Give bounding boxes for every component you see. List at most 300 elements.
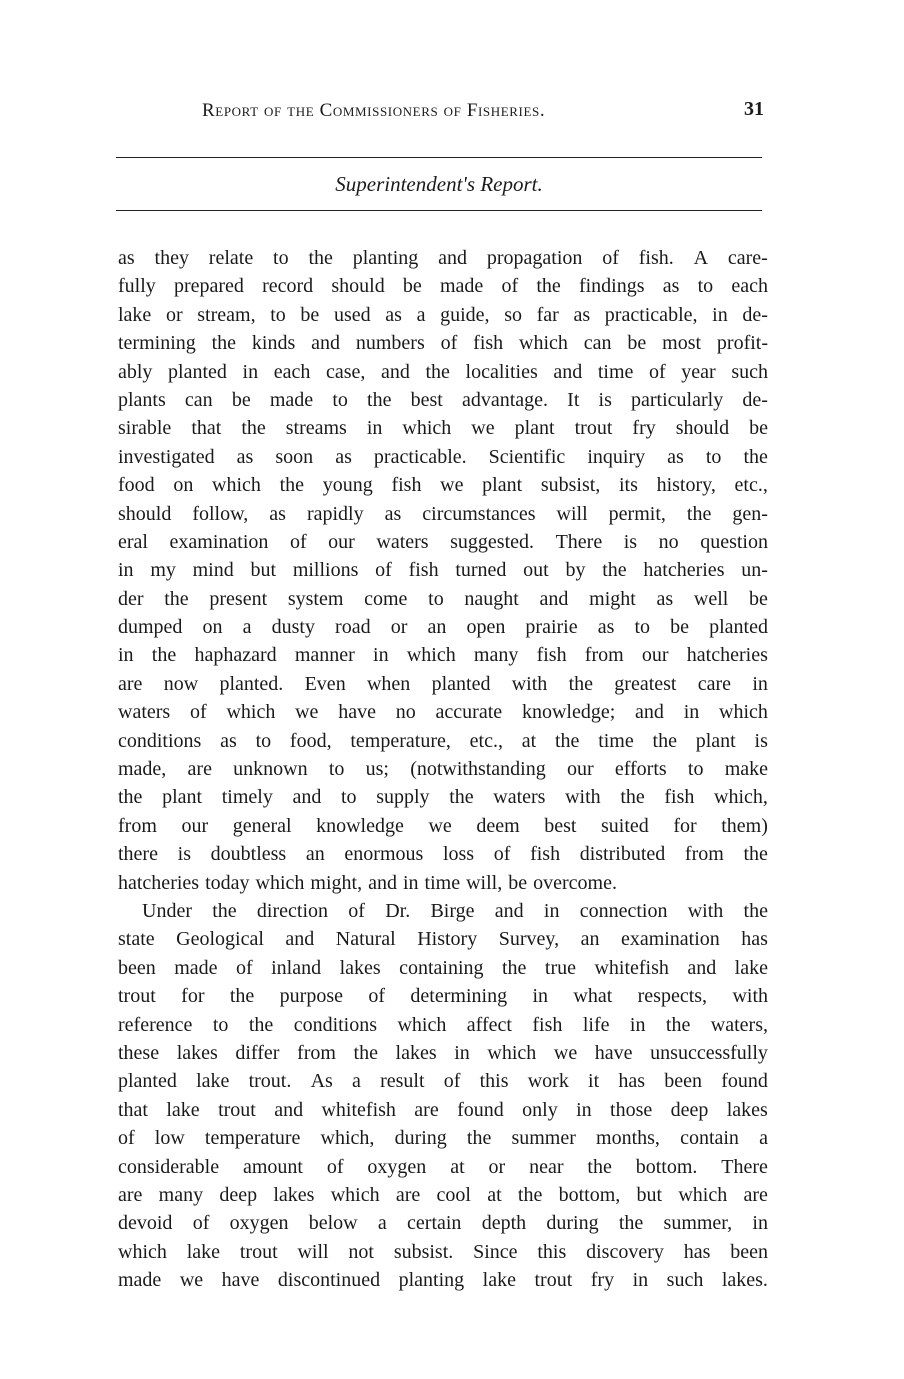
word: knowledge [316,814,404,837]
word: each [273,360,311,383]
header-rule-top [116,157,762,158]
text-line [118,471,768,499]
word: supply [376,786,430,809]
word: in [118,559,134,582]
word: history, [656,474,716,497]
word: lakes. [721,1269,768,1292]
word: lakes [176,1041,218,1064]
word: no [395,701,416,724]
word: and [368,871,397,894]
word: contain [680,1127,739,1150]
word: the [743,843,768,866]
word: now [163,672,199,695]
word: fish [530,843,561,866]
word: haphazard [194,644,277,667]
word: in [752,1212,768,1235]
word: as [667,445,684,468]
word: has [618,1070,646,1093]
body-text [118,244,768,1294]
word: summer, [663,1212,733,1235]
word: the [602,559,627,582]
word: as [597,616,615,639]
word: deem [476,814,520,837]
word: amount [242,1155,303,1178]
word: no [658,530,679,553]
word: un- [741,559,768,582]
word: depth [481,1212,527,1235]
word: trout [239,1240,278,1263]
word: of [326,1155,344,1178]
word: eral [118,530,148,553]
word: in [543,899,560,922]
word: sirable [118,417,172,440]
word: as [236,445,254,468]
running-title: Report of the Commissioners of Fisheries. [202,100,546,121]
word: in [118,644,134,667]
word: bottom, [558,1183,621,1206]
word: hatcheries [686,644,768,667]
word: is [754,729,768,752]
text-line [118,329,768,357]
text-line [118,925,768,953]
word: the [620,786,645,809]
word: to [705,445,722,468]
section-title: Superintendent's Report. [335,172,543,196]
text-line [118,812,768,840]
word: certain [407,1212,462,1235]
word: lakes [395,1041,437,1064]
word: and [635,701,664,724]
word: manner [294,644,355,667]
word: der [118,587,144,610]
word: near [529,1155,564,1178]
word: the [517,1183,543,1206]
text-line [118,386,768,414]
word: come [364,587,408,610]
word: out [523,559,549,582]
word: its [618,474,638,497]
word: the [587,1155,612,1178]
word: of [118,1127,135,1150]
word: which [678,1183,728,1206]
text-line [118,1238,768,1266]
word: mind [192,559,234,582]
word: suggested. [450,530,535,553]
word: be [231,388,251,411]
word: has [741,928,768,951]
word: time [597,360,634,383]
word: might, [310,871,363,894]
word: the [652,729,677,752]
text-line [118,272,768,300]
text-line [118,556,768,584]
word: plant [162,786,203,809]
word: plant [514,417,555,440]
word: the [449,786,474,809]
word: plant [482,474,523,497]
text-line [118,982,768,1010]
word: inland [271,956,322,979]
word: in [683,701,700,724]
word: from [684,843,724,866]
word: can [583,332,612,355]
word: examination [169,530,269,553]
word: discontinued [277,1269,381,1292]
text-line [118,783,768,811]
word: for [673,814,697,837]
word: waters [376,530,429,553]
word: or [488,1155,506,1178]
word: investigated [118,445,215,468]
word: on [202,616,223,639]
word: the [151,644,177,667]
word: as [220,729,237,752]
word: dusty [271,616,315,639]
word: today [205,871,250,894]
word: we [295,701,319,724]
word: of [348,899,365,922]
word: are [118,1183,143,1206]
word: they [154,247,189,269]
word: prairie [525,616,578,639]
word: will [556,502,588,525]
word: to [273,247,289,269]
word: fish [532,1013,563,1036]
word: which [402,417,452,440]
word: at [450,1155,465,1178]
word: the [665,1013,691,1036]
word: and [539,587,569,610]
word: with [565,786,601,809]
word: temperature [204,1127,301,1150]
word: is [623,530,638,553]
word: from [297,1041,336,1064]
word: to [428,587,444,610]
word: road [335,616,371,639]
word: a [242,616,252,639]
word: Natural [335,928,396,951]
word: are [187,758,212,781]
word: in [532,985,548,1008]
word: in [402,871,419,894]
word: be [300,303,320,326]
word: doubtless [210,843,287,866]
word: our [181,814,209,837]
word: care- [727,247,768,269]
word: as [335,445,352,468]
word: reference [118,1013,193,1036]
text-line [118,1011,768,1039]
word: best [544,814,577,837]
word: which [255,871,305,894]
word: which [212,474,261,497]
word: be [749,587,768,610]
word: and [380,360,410,383]
word: of [440,332,458,355]
word: considerable [118,1155,220,1178]
word: dumped [118,616,183,639]
word: open [466,616,506,639]
word: in [366,417,383,440]
word: question [700,530,768,553]
word: been [730,1240,768,1263]
word: it [588,1070,600,1093]
word: unknown [233,758,308,781]
word: efforts [614,758,667,781]
word: the [367,388,392,411]
word: in [454,1041,470,1064]
word: There [555,530,603,553]
word: as [384,502,402,525]
word: food [118,474,155,497]
text-line [118,1039,768,1067]
word: propagation [486,247,583,269]
word: most [662,332,702,355]
word: of [289,530,307,553]
text-line [118,443,768,471]
word: gen- [732,502,768,525]
word: trout [574,417,613,440]
word: guide, [440,303,490,326]
word: Dr. [385,899,411,922]
word: plants [118,388,166,411]
word: conditions [293,1013,378,1036]
word: the [743,899,768,922]
word: determining [410,985,508,1008]
word: which, [714,786,768,809]
word: oxygen [367,1155,427,1178]
header-rule-bottom [116,210,762,211]
word: made [269,388,314,411]
word: will, [466,871,503,894]
word: such [666,1269,704,1292]
word: which [487,1041,537,1064]
word: year [681,360,716,383]
word: Even [304,672,346,695]
text-line [118,869,768,897]
text-line [118,954,768,982]
text-line [118,414,768,442]
word: practicable, [604,303,698,326]
word: loss [442,843,475,866]
word: which, [320,1127,375,1150]
word: kinds [251,332,296,355]
word: many [158,1183,204,1206]
word: made, [118,758,167,781]
word: trout [118,985,156,1008]
word: discovery [586,1240,664,1263]
word: deep [670,1098,709,1121]
word: result [380,1070,425,1093]
word: should [331,275,385,298]
word: be [402,275,422,298]
word: or [390,616,408,639]
word: these [118,1041,160,1064]
word: that [118,1098,148,1121]
word: to [687,758,704,781]
word: we [471,417,495,440]
word: lake [734,956,768,979]
word: lake [118,303,152,326]
word: to [332,388,348,411]
word: of [602,247,619,269]
word: greatest [614,672,677,695]
word: purpose [279,985,343,1008]
word: a [416,303,426,326]
word: have [338,701,376,724]
word: have [594,1041,633,1064]
word: be [508,871,528,894]
word: been [664,1070,703,1093]
word: (notwithstanding [410,758,546,781]
word: those [610,1098,653,1121]
word: ably [118,360,153,383]
word: overcome. [533,871,617,894]
word: on [173,474,194,497]
word: of [375,559,392,582]
text-line [118,585,768,613]
word: to [270,303,286,326]
word: to [341,786,357,809]
word: particularly [631,388,724,411]
word: to [212,1013,229,1036]
word: fish [473,332,504,355]
word: a [759,1127,768,1150]
word: termining [118,332,196,355]
word: should [675,417,730,440]
word: as [662,275,680,298]
word: which [719,701,768,724]
word: trout [218,1098,256,1121]
word: the [466,1127,492,1150]
word: follow, [192,502,249,525]
word: time [598,729,634,752]
word: during [546,1212,599,1235]
word: as [573,303,591,326]
word: the [425,360,450,383]
word: at [487,1183,502,1206]
text-line [118,1209,768,1237]
word: general [232,814,292,837]
word: cool [436,1183,471,1206]
word: the [164,587,189,610]
word: when [366,672,411,695]
word: as [656,587,674,610]
word: which [519,332,568,355]
word: will [297,1240,329,1263]
word: a [377,1212,387,1235]
word: the [536,275,561,298]
word: we [428,814,452,837]
word: planted [709,616,768,639]
text-line [118,500,768,528]
word: soon [275,445,314,468]
text-line [118,727,768,755]
text-line [118,1153,768,1181]
word: many [473,644,519,667]
word: planting [352,247,419,269]
word: fish. [638,247,674,269]
word: and [494,899,524,922]
word: which [118,1240,167,1263]
word: case, [325,360,366,383]
word: care [697,672,732,695]
word: containing [399,956,484,979]
word: of [443,1070,461,1093]
word: planted [118,1070,177,1093]
word: of [501,275,519,298]
word: oxygen [229,1212,289,1235]
word: but [250,559,277,582]
word: prepared [173,275,244,298]
word: true [544,956,576,979]
word: but [636,1183,663,1206]
word: have [221,1269,260,1292]
word: of [235,956,253,979]
word: months, [596,1127,660,1150]
word: made [439,275,484,298]
word: so [504,303,522,326]
word: of [368,985,386,1008]
word: there [118,843,158,866]
word: turned [455,559,507,582]
word: A [693,247,709,269]
word: in [629,1013,646,1036]
word: direction [256,899,329,922]
text-line [118,244,768,272]
word: findings [578,275,645,298]
word: waters [493,786,546,809]
word: waters, [710,1013,768,1036]
word: naught [464,587,519,610]
word: planting [398,1269,465,1292]
word: work [527,1070,569,1093]
word: and [285,928,315,951]
word: that [191,417,222,440]
word: whitefish [321,1098,396,1121]
text-line [118,528,768,556]
word: subsist, [540,474,601,497]
word: with [687,899,724,922]
word: temperature, [350,729,451,752]
word: the [212,899,237,922]
word: plant [695,729,736,752]
word: enormous [344,843,424,866]
word: young [322,474,373,497]
word: planted. [219,672,284,695]
word: in [632,1269,649,1292]
word: we [440,474,464,497]
word: food, [289,729,332,752]
word: and [553,360,583,383]
word: It [567,388,580,411]
word: There [721,1155,768,1178]
word: in [242,360,259,383]
word: the [229,985,255,1008]
word: summer [511,1127,576,1150]
word: circumstances [422,502,536,525]
word: far [536,303,559,326]
word: in [752,672,768,695]
word: present [209,587,268,610]
word: hatcheries [643,559,725,582]
word: below [308,1212,358,1235]
page-number: 31 [744,98,764,120]
text-line [118,1124,768,1152]
word: can [184,388,213,411]
word: rapidly [306,502,364,525]
word: our [328,530,355,553]
